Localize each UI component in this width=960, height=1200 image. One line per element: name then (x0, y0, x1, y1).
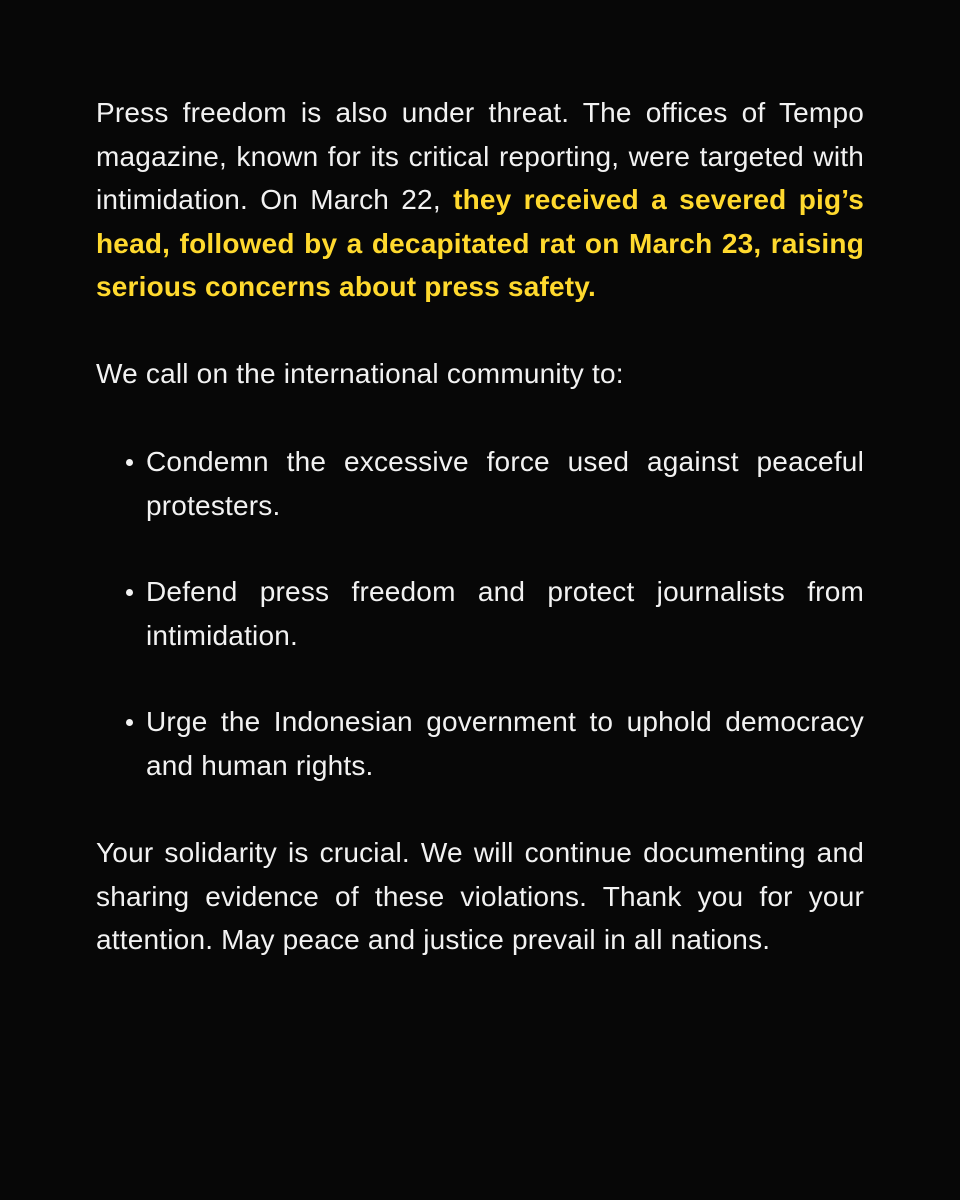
list-item (126, 700, 864, 787)
list-item (126, 570, 864, 657)
list-item-text: Urge the Indonesian government to uphold democracy and human rights. (146, 706, 864, 781)
closing-paragraph: Your solidarity is crucial. We will continue documenting and sharing evidence of these violations. Thank you for your attention. May peace and justice prevail in all nations. (96, 837, 864, 955)
document-body (96, 91, 864, 962)
bullet-icon (126, 459, 133, 466)
list-item-text: Condemn the excessive force used against peaceful protesters. (146, 446, 864, 521)
list-item (126, 440, 864, 527)
press-freedom-paragraph (96, 91, 864, 309)
bullet-icon (126, 589, 133, 596)
list-item-text: Defend press freedom and protect journalists from intimidation. (146, 576, 864, 651)
demands-list (96, 440, 864, 787)
call-intro: We call on the international community to: (96, 357, 624, 389)
bullet-icon (126, 719, 133, 726)
press-freedom-text: Press freedom is also under threat. The offices of Tempo magazine, known for its critical reporting, were targeted with intimidation. On March 22, (96, 97, 864, 215)
highlighted-incident-text: they received a severed pig’s head, followed by a decapitated rat on March 23, raising serious concerns about press safety. (96, 184, 864, 302)
